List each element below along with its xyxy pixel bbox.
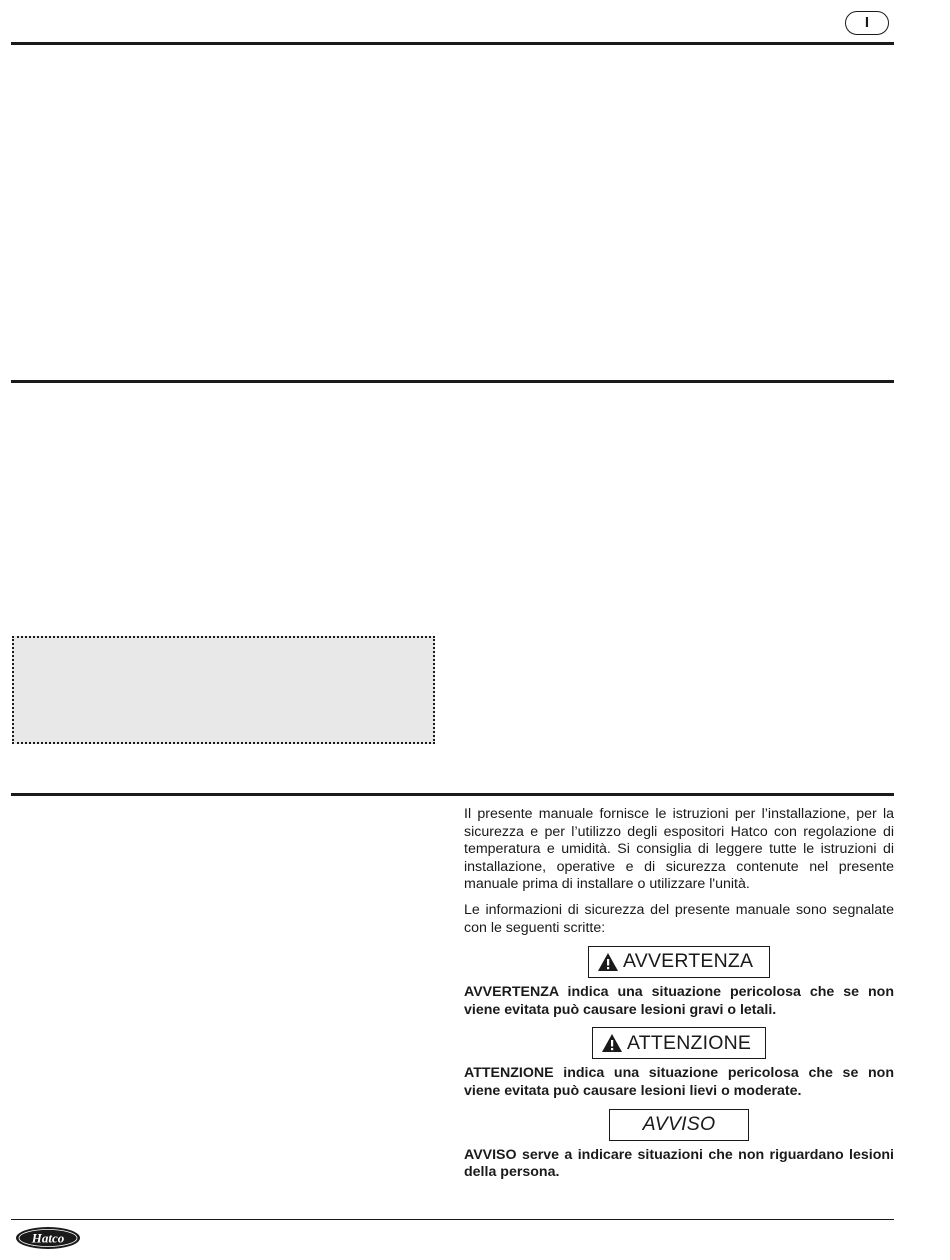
caution-signal-label [592,1027,766,1059]
notice-label-text: AVVISO [642,1112,716,1135]
logo-text: Hatco [31,1230,65,1246]
warning-triangle-icon [597,952,619,972]
header-rule [11,42,894,45]
warning-label-text: AVVERTENZA [623,950,754,973]
shaded-note-box [12,636,435,744]
notice-description: AVVISO serve a indicare situazioni che non riguardano lesioni della persona. [464,1146,894,1181]
caution-description: ATTENZIONE indica una situazione pericolosa che se non viene evitata può causare lesioni lievi o moderate. [464,1065,894,1099]
warning-triangle-icon [601,1033,623,1053]
warning-signal-label [588,946,770,978]
section-divider-1 [11,380,894,383]
caution-label-row [464,1027,894,1059]
footer-rule [11,1219,894,1220]
intro-paragraph-1: Il presente manuale fornisce le istruzioni per l’installazione, per la sicurezza e per l’utilizzo degli espositori Hatco con regolazione di temperatura e umidità. Si consiglia di leggere tutte le istruzioni di installazione, operative e di sicurezza contenute nel presente manuale prima di installare o utilizzare l'unità. [464,806,894,893]
notice-label-row [464,1109,894,1141]
warning-description: AVVERTENZA indica una situazione pericolosa che se non viene evitata può causare lesioni gravi o letali. [464,984,894,1018]
intro-section [464,806,894,1182]
warning-label-row [464,946,894,978]
hatco-logo [14,1225,82,1251]
notice-signal-label [609,1109,749,1141]
intro-paragraph-2: Le informazioni di sicurezza del presente manuale sono segnalate con le seguenti scritte: [464,901,894,936]
language-tab: I [845,11,889,35]
caution-label-text: ATTENZIONE [627,1031,752,1054]
section-divider-2 [11,793,894,796]
